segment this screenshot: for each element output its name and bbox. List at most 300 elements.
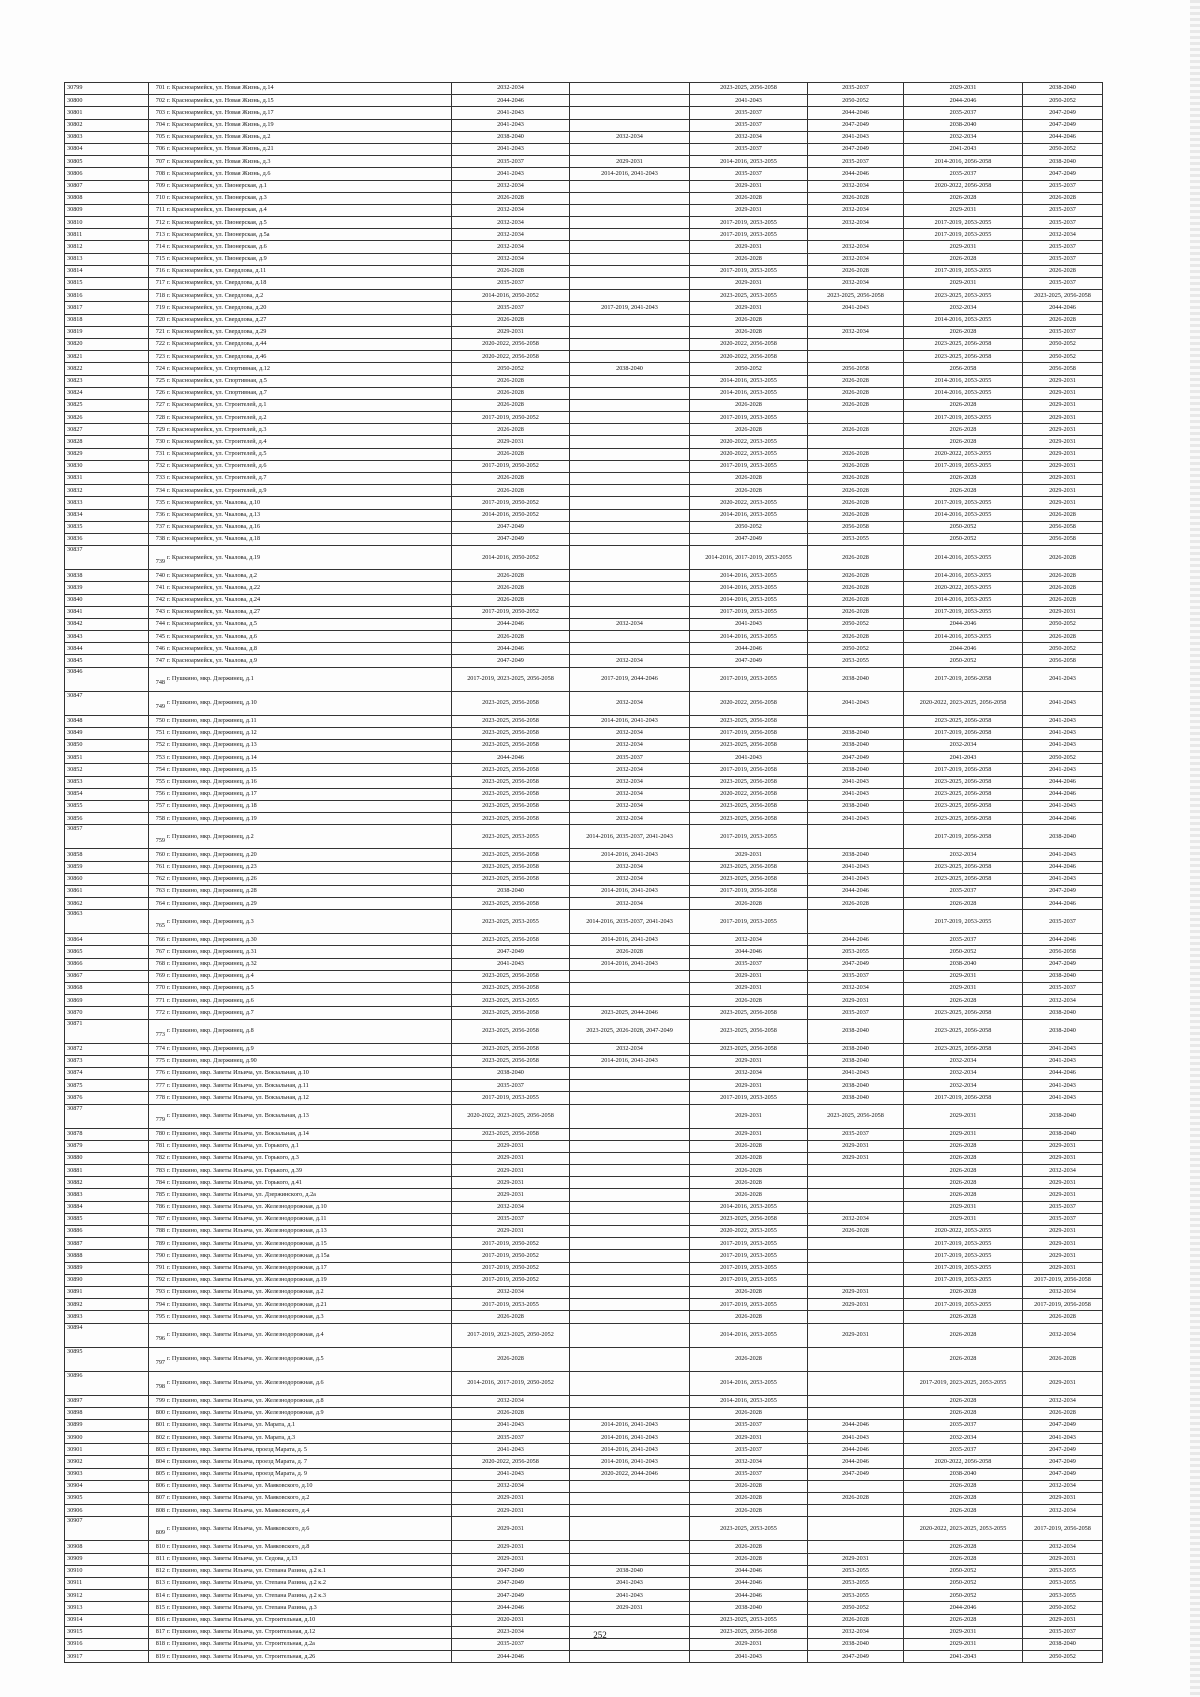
table-row (65, 861, 1103, 873)
period-cell: 2026-2028 (904, 253, 1023, 265)
row-number: 741 (155, 583, 165, 591)
period-cell: 2047-2049 (1023, 1456, 1103, 1468)
period-cell: 2047-2049 (1023, 119, 1103, 131)
table-row (65, 143, 1103, 155)
row-id-cell: 30891 (65, 1286, 149, 1298)
address-text: г. Пушкино, мкр. Дзержинец, д.23 (167, 862, 257, 870)
period-cell: 2044-2046 (904, 1602, 1023, 1614)
table-row (65, 363, 1103, 375)
table-row (65, 995, 1103, 1007)
period-cell: 2050-2052 (1023, 752, 1103, 764)
period-cell (570, 1541, 690, 1553)
period-cell: 2050-2052 (1023, 95, 1103, 107)
period-cell: 2029-2031 (808, 995, 904, 1007)
period-cell: 2029-2031 (452, 1553, 570, 1565)
period-cell: 2023-2025, 2044-2046 (570, 1007, 690, 1019)
period-cell: 2020-2022, 2023-2025, 2056-2058 (452, 1104, 570, 1128)
period-cell: 2044-2046 (808, 934, 904, 946)
period-cell: 2053-2055 (808, 533, 904, 545)
table-row (65, 800, 1103, 812)
table-row (65, 302, 1103, 314)
row-id-cell: 30879 (65, 1140, 149, 1152)
period-cell: 2032-2034 (570, 873, 690, 885)
period-cell: 2041-2043 (452, 168, 570, 180)
row-number: 712 (155, 218, 165, 226)
period-cell: 2026-2028 (1023, 265, 1103, 277)
period-cell: 2023-2025, 2056-2058 (904, 1019, 1023, 1043)
period-cell: 2020-2022, 2023-2025, 2053-2055 (904, 1517, 1023, 1541)
address-text: г. Пушкино, мкр. Заветы Ильича, ул. Железнодорожная, д.4 (167, 1330, 324, 1338)
period-cell (570, 1238, 690, 1250)
period-cell: 2038-2040 (1023, 1638, 1103, 1650)
address-cell (149, 970, 452, 982)
period-cell: 2017-2019, 2053-2055 (904, 606, 1023, 618)
period-cell: 2023-2025, 2056-2058 (452, 800, 570, 812)
address-cell (149, 1311, 452, 1323)
period-cell: 2026-2028 (690, 399, 808, 411)
address-text: г. Пушкино, мкр. Дзержинец, д.17 (167, 790, 257, 798)
row-number: 706 (155, 145, 165, 153)
period-cell: 2026-2028 (690, 1177, 808, 1189)
period-cell: 2026-2028 (904, 1347, 1023, 1371)
period-cell: 2026-2028 (1023, 1347, 1103, 1371)
period-cell (808, 1165, 904, 1177)
period-cell: 2047-2049 (808, 1651, 904, 1663)
period-cell: 2041-2043 (904, 143, 1023, 155)
row-number: 800 (155, 1409, 165, 1417)
period-cell: 2047-2049 (452, 521, 570, 533)
address-text: г. Красноармейск, ул. Строителей, д.6 (167, 462, 267, 470)
row-number: 729 (155, 425, 165, 433)
address-text: г. Красноармейск, ул. Спортивная, д.12 (167, 364, 270, 372)
address-text: г. Пушкино, мкр. Дзержинец, д.28 (167, 887, 257, 895)
period-cell: 2014-2016, 2041-2043 (570, 1444, 690, 1456)
period-cell: 2017-2019, 2053-2055 (904, 910, 1023, 934)
table-row (65, 253, 1103, 265)
row-number: 777 (155, 1081, 165, 1089)
period-cell: 2035-2037 (1023, 253, 1103, 265)
address-cell (149, 776, 452, 788)
address-cell (149, 995, 452, 1007)
period-cell: 2029-2031 (1023, 473, 1103, 485)
table-row (65, 1590, 1103, 1602)
period-cell: 2020-2022, 2056-2058 (452, 338, 570, 350)
row-id-cell: 30917 (65, 1651, 149, 1663)
period-cell: 2044-2046 (690, 946, 808, 958)
period-cell: 2044-2046 (1023, 861, 1103, 873)
period-cell: 2023-2025, 2053-2055 (690, 1517, 808, 1541)
table-row (65, 1238, 1103, 1250)
period-cell: 2050-2052 (904, 655, 1023, 667)
address-text: г. Пушкино, мкр. Заветы Ильича, ул. Марата, д.3 (167, 1433, 296, 1441)
period-cell (570, 1505, 690, 1517)
table-row (65, 655, 1103, 667)
period-cell: 2029-2031 (1023, 606, 1103, 618)
row-id-cell: 30806 (65, 168, 149, 180)
period-cell: 2050-2052 (904, 946, 1023, 958)
period-cell: 2023-2025, 2056-2058 (452, 1055, 570, 1067)
row-id-cell: 30846 (65, 667, 149, 691)
row-id-cell: 30913 (65, 1602, 149, 1614)
period-cell: 2035-2037 (690, 143, 808, 155)
table-row (65, 168, 1103, 180)
table-row (65, 1602, 1103, 1614)
address-cell (149, 1299, 452, 1311)
address-cell (149, 436, 452, 448)
row-number: 744 (155, 620, 165, 628)
period-cell: 2026-2028 (452, 399, 570, 411)
table-row (65, 1419, 1103, 1431)
period-cell: 2044-2046 (452, 1602, 570, 1614)
table-row (65, 618, 1103, 630)
row-number: 733 (155, 474, 165, 482)
row-number: 760 (155, 850, 165, 858)
table-row (65, 278, 1103, 290)
address-cell (149, 204, 452, 216)
row-id-cell: 30858 (65, 849, 149, 861)
period-cell: 2038-2040 (1023, 825, 1103, 849)
period-cell: 2026-2028 (690, 1541, 808, 1553)
period-cell: 2014-2016, 2053-2055 (904, 570, 1023, 582)
address-text: г. Красноармейск, ул. Пионерская, д.4 (167, 206, 267, 214)
row-number: 757 (155, 802, 165, 810)
period-cell: 2026-2028 (904, 995, 1023, 1007)
address-text: г. Пушкино, мкр. Дзержинец, д.18 (167, 802, 257, 810)
table-row (65, 1067, 1103, 1079)
address-cell (149, 788, 452, 800)
address-cell (149, 1104, 452, 1128)
period-cell (570, 1517, 690, 1541)
address-text: г. Красноармейск, ул. Свердлова, д.46 (167, 352, 267, 360)
table-row (65, 691, 1103, 715)
address-cell (149, 764, 452, 776)
period-cell: 2026-2028 (904, 1395, 1023, 1407)
period-cell: 2029-2031 (690, 1104, 808, 1128)
period-cell: 2035-2037 (1023, 1201, 1103, 1213)
period-cell: 2038-2040 (570, 363, 690, 375)
period-cell: 2026-2028 (904, 473, 1023, 485)
address-text: г. Красноармейск, ул. Строителей, д.2 (167, 413, 267, 421)
address-cell (149, 1505, 452, 1517)
row-number: 807 (155, 1494, 165, 1502)
address-text: г. Пушкино, мкр. Заветы Ильича, ул. Горького, д.41 (167, 1178, 302, 1186)
row-id-cell: 30827 (65, 424, 149, 436)
period-cell: 2029-2031 (1023, 1262, 1103, 1274)
period-cell: 2032-2034 (808, 278, 904, 290)
address-text: г. Пушкино, мкр. Заветы Ильича, ул. Вокзальная, д.12 (167, 1093, 309, 1101)
period-cell: 2044-2046 (452, 752, 570, 764)
row-id-cell: 30800 (65, 95, 149, 107)
period-cell: 2047-2049 (1023, 168, 1103, 180)
period-cell (570, 570, 690, 582)
address-cell (149, 521, 452, 533)
address-text: г. Пушкино, мкр. Дзержинец, д.11 (167, 717, 257, 725)
period-cell: 2041-2043 (452, 119, 570, 131)
period-cell: 2026-2028 (904, 1165, 1023, 1177)
address-text: г. Пушкино, мкр. Дзержинец, д.30 (167, 935, 257, 943)
period-cell (570, 436, 690, 448)
table-row (65, 1505, 1103, 1517)
period-cell (808, 1395, 904, 1407)
period-cell (570, 424, 690, 436)
period-cell: 2038-2040 (1023, 1104, 1103, 1128)
table-row (65, 1274, 1103, 1286)
row-id-cell: 30882 (65, 1177, 149, 1189)
period-cell: 2032-2034 (1023, 1505, 1103, 1517)
period-cell: 2026-2028 (904, 192, 1023, 204)
row-id-cell: 30868 (65, 983, 149, 995)
period-cell: 2050-2052 (1023, 338, 1103, 350)
address-text: г. Красноармейск, ул. Чкалова, д.24 (167, 595, 261, 603)
address-text: г. Красноармейск, ул. Пионерская, д.1 (167, 181, 267, 189)
period-cell: 2026-2028 (690, 995, 808, 1007)
row-id-cell: 30854 (65, 788, 149, 800)
address-text: г. Пушкино, мкр. Заветы Ильича, ул. Горького, д.1 (167, 1142, 299, 1150)
period-cell: 2020-2022, 2056-2058 (904, 180, 1023, 192)
period-cell: 2023-2025, 2056-2058 (452, 727, 570, 739)
period-cell: 2032-2034 (808, 253, 904, 265)
period-cell: 2035-2037 (904, 1444, 1023, 1456)
period-cell: 2047-2049 (452, 946, 570, 958)
period-cell: 2020-2022, 2053-2055 (690, 436, 808, 448)
period-cell (808, 1517, 904, 1541)
period-cell: 2044-2046 (690, 1565, 808, 1577)
row-id-cell: 30884 (65, 1201, 149, 1213)
row-id-cell: 30832 (65, 485, 149, 497)
period-cell: 2038-2040 (904, 119, 1023, 131)
address-cell (149, 1201, 452, 1213)
period-cell (570, 1395, 690, 1407)
address-cell (149, 107, 452, 119)
period-cell: 2044-2046 (808, 168, 904, 180)
row-number: 770 (155, 984, 165, 992)
row-id-cell: 30852 (65, 764, 149, 776)
period-cell: 2020-2022, 2053-2055 (904, 582, 1023, 594)
period-cell: 2014-2016, 2053-2055 (690, 1201, 808, 1213)
period-cell: 2026-2028 (690, 253, 808, 265)
period-cell: 2050-2052 (904, 1577, 1023, 1589)
period-cell (570, 546, 690, 570)
period-cell (808, 1274, 904, 1286)
period-cell: 2029-2031 (1023, 399, 1103, 411)
address-cell (149, 1638, 452, 1650)
row-id-cell: 30862 (65, 898, 149, 910)
address-text: г. Пушкино, мкр. Дзержинец, д.12 (167, 729, 257, 737)
table-row (65, 1468, 1103, 1480)
period-cell (570, 1140, 690, 1152)
row-id-cell: 30910 (65, 1565, 149, 1577)
address-text: г. Красноармейск, ул. Свердлова, д.18 (167, 279, 267, 287)
address-cell (149, 946, 452, 958)
period-cell: 2029-2031 (808, 1299, 904, 1311)
address-cell (149, 1590, 452, 1602)
period-cell: 2026-2028 (808, 606, 904, 618)
table-row (65, 497, 1103, 509)
period-cell: 2017-2019, 2053-2055 (904, 1238, 1023, 1250)
period-cell: 2053-2055 (808, 655, 904, 667)
table-row (65, 1177, 1103, 1189)
period-cell: 2023-2025, 2056-2058 (452, 934, 570, 946)
address-text: г. Пушкино, мкр. Заветы Ильича, ул. Седова, д.13 (167, 1555, 298, 1563)
period-cell: 2017-2019, 2053-2055 (690, 1238, 808, 1250)
period-cell: 2017-2019, 2056-2058 (1023, 1299, 1103, 1311)
period-cell: 2038-2040 (808, 740, 904, 752)
period-cell: 2029-2031 (452, 1177, 570, 1189)
period-cell (570, 1347, 690, 1371)
period-cell: 2044-2046 (1023, 302, 1103, 314)
address-cell (149, 192, 452, 204)
address-text: г. Пушкино, мкр. Дзержинец, д.13 (167, 741, 257, 749)
period-cell: 2026-2028 (690, 898, 808, 910)
address-text: г. Пушкино, мкр. Дзержинец, д.1 (167, 675, 254, 683)
period-cell: 2029-2031 (452, 1152, 570, 1164)
row-id-cell: 30850 (65, 740, 149, 752)
address-text: г. Пушкино, мкр. Заветы Ильича, ул. Степана Разина, д.2 к.2 (167, 1579, 326, 1587)
period-cell: 2014-2016, 2041-2043 (570, 1419, 690, 1431)
period-cell: 2014-2016, 2017-2019, 2053-2055 (690, 546, 808, 570)
table-row (65, 1456, 1103, 1468)
period-cell: 2026-2028 (690, 1311, 808, 1323)
period-cell: 2023-2025, 2056-2058 (904, 788, 1023, 800)
period-cell: 2032-2034 (904, 1432, 1023, 1444)
period-cell: 2032-2034 (904, 849, 1023, 861)
period-cell: 2017-2019, 2050-2052 (452, 1250, 570, 1262)
row-number: 801 (155, 1421, 165, 1429)
address-text: г. Красноармейск, ул. Чкалова, д.8 (167, 644, 258, 652)
period-cell: 2017-2019, 2056-2058 (690, 727, 808, 739)
period-cell: 2029-2031 (690, 970, 808, 982)
row-id-cell: 30847 (65, 691, 149, 715)
period-cell: 2032-2034 (808, 983, 904, 995)
period-cell: 2035-2037 (808, 83, 904, 95)
period-cell: 2026-2028 (808, 497, 904, 509)
period-cell: 2023-2025, 2056-2058 (690, 740, 808, 752)
period-cell: 2032-2034 (904, 302, 1023, 314)
row-number: 746 (155, 644, 165, 652)
period-cell: 2026-2028 (452, 485, 570, 497)
period-cell (808, 1407, 904, 1419)
period-cell: 2026-2028 (690, 1493, 808, 1505)
row-number: 710 (155, 194, 165, 202)
table-row (65, 788, 1103, 800)
row-number: 763 (155, 887, 165, 895)
table-row (65, 1128, 1103, 1140)
table-row (65, 229, 1103, 241)
period-cell: 2044-2046 (808, 1444, 904, 1456)
period-cell: 2032-2034 (570, 776, 690, 788)
table-row (65, 326, 1103, 338)
period-cell: 2017-2019, 2053-2055 (690, 412, 808, 424)
row-id-cell: 30843 (65, 631, 149, 643)
row-number: 711 (155, 206, 165, 214)
row-id-cell: 30814 (65, 265, 149, 277)
period-cell (570, 1152, 690, 1164)
address-text: г. Красноармейск, ул. Чкалова, д.18 (167, 535, 261, 543)
row-id-cell: 30900 (65, 1432, 149, 1444)
table-row (65, 1007, 1103, 1019)
period-cell (570, 1092, 690, 1104)
period-cell: 2026-2028 (808, 1226, 904, 1238)
table-row (65, 509, 1103, 521)
period-cell: 2038-2040 (452, 885, 570, 897)
period-cell: 2050-2052 (808, 95, 904, 107)
period-cell (570, 1274, 690, 1286)
period-cell (808, 1371, 904, 1395)
period-cell: 2026-2028 (808, 594, 904, 606)
address-text: г. Красноармейск, ул. Новая Жизнь, д.6 (167, 169, 271, 177)
period-cell: 2044-2046 (808, 107, 904, 119)
period-cell (808, 1189, 904, 1201)
period-cell: 2050-2052 (1023, 643, 1103, 655)
row-number: 758 (155, 814, 165, 822)
period-cell: 2047-2049 (452, 1565, 570, 1577)
period-cell: 2017-2019, 2053-2055 (904, 497, 1023, 509)
table-row (65, 910, 1103, 934)
period-cell: 2044-2046 (904, 618, 1023, 630)
period-cell: 2053-2055 (1023, 1577, 1103, 1589)
table-row (65, 241, 1103, 253)
address-cell (149, 1456, 452, 1468)
row-id-cell: 30812 (65, 241, 149, 253)
period-cell: 2032-2034 (570, 1043, 690, 1055)
address-cell (149, 983, 452, 995)
row-number: 791 (155, 1264, 165, 1272)
period-cell (570, 983, 690, 995)
period-cell: 2023-2025, 2056-2058 (452, 1019, 570, 1043)
row-id-cell: 30809 (65, 204, 149, 216)
period-cell: 2017-2019, 2053-2055 (904, 412, 1023, 424)
period-cell: 2035-2037 (690, 1444, 808, 1456)
address-text: г. Пушкино, мкр. Заветы Ильича, ул. Горького, д.39 (167, 1166, 302, 1174)
period-cell: 2023-2025, 2056-2058 (452, 861, 570, 873)
period-cell: 2026-2028 (1023, 570, 1103, 582)
period-cell: 2056-2058 (808, 363, 904, 375)
row-number: 775 (155, 1057, 165, 1065)
address-text: г. Пушкино, мкр. Дзержинец, д.90 (167, 1057, 257, 1065)
period-cell: 2035-2037 (452, 302, 570, 314)
period-cell: 2020-2022, 2056-2058 (452, 1456, 570, 1468)
row-id-cell: 30804 (65, 143, 149, 155)
period-cell: 2035-2037 (808, 970, 904, 982)
period-cell: 2032-2034 (570, 740, 690, 752)
period-cell: 2029-2031 (690, 241, 808, 253)
period-cell: 2014-2016, 2053-2055 (904, 546, 1023, 570)
period-cell: 2026-2028 (808, 546, 904, 570)
period-cell: 2029-2031 (452, 1165, 570, 1177)
period-cell: 2056-2058 (1023, 946, 1103, 958)
period-cell: 2014-2016, 2053-2055 (904, 594, 1023, 606)
row-number: 767 (155, 947, 165, 955)
table-row (65, 156, 1103, 168)
row-id-cell: 30839 (65, 582, 149, 594)
period-cell: 2047-2049 (452, 1577, 570, 1589)
row-id-cell: 30824 (65, 387, 149, 399)
address-text: г. Пушкино, мкр. Заветы Ильича, ул. Горького, д.3 (167, 1154, 299, 1162)
row-id-cell: 30886 (65, 1226, 149, 1238)
row-number: 789 (155, 1239, 165, 1247)
period-cell: 2023-2025, 2056-2058 (690, 800, 808, 812)
period-cell: 2014-2016, 2053-2055 (690, 387, 808, 399)
table-row (65, 776, 1103, 788)
period-cell: 2032-2034 (904, 1067, 1023, 1079)
address-cell (149, 1323, 452, 1347)
row-number: 817 (155, 1628, 165, 1636)
address-cell (149, 1213, 452, 1225)
row-number: 701 (155, 84, 165, 92)
period-cell: 2032-2034 (452, 180, 570, 192)
address-text: г. Пушкино, мкр. Заветы Ильича, ул. Железнодорожная, д.13 (167, 1227, 327, 1235)
period-cell: 2026-2028 (808, 387, 904, 399)
